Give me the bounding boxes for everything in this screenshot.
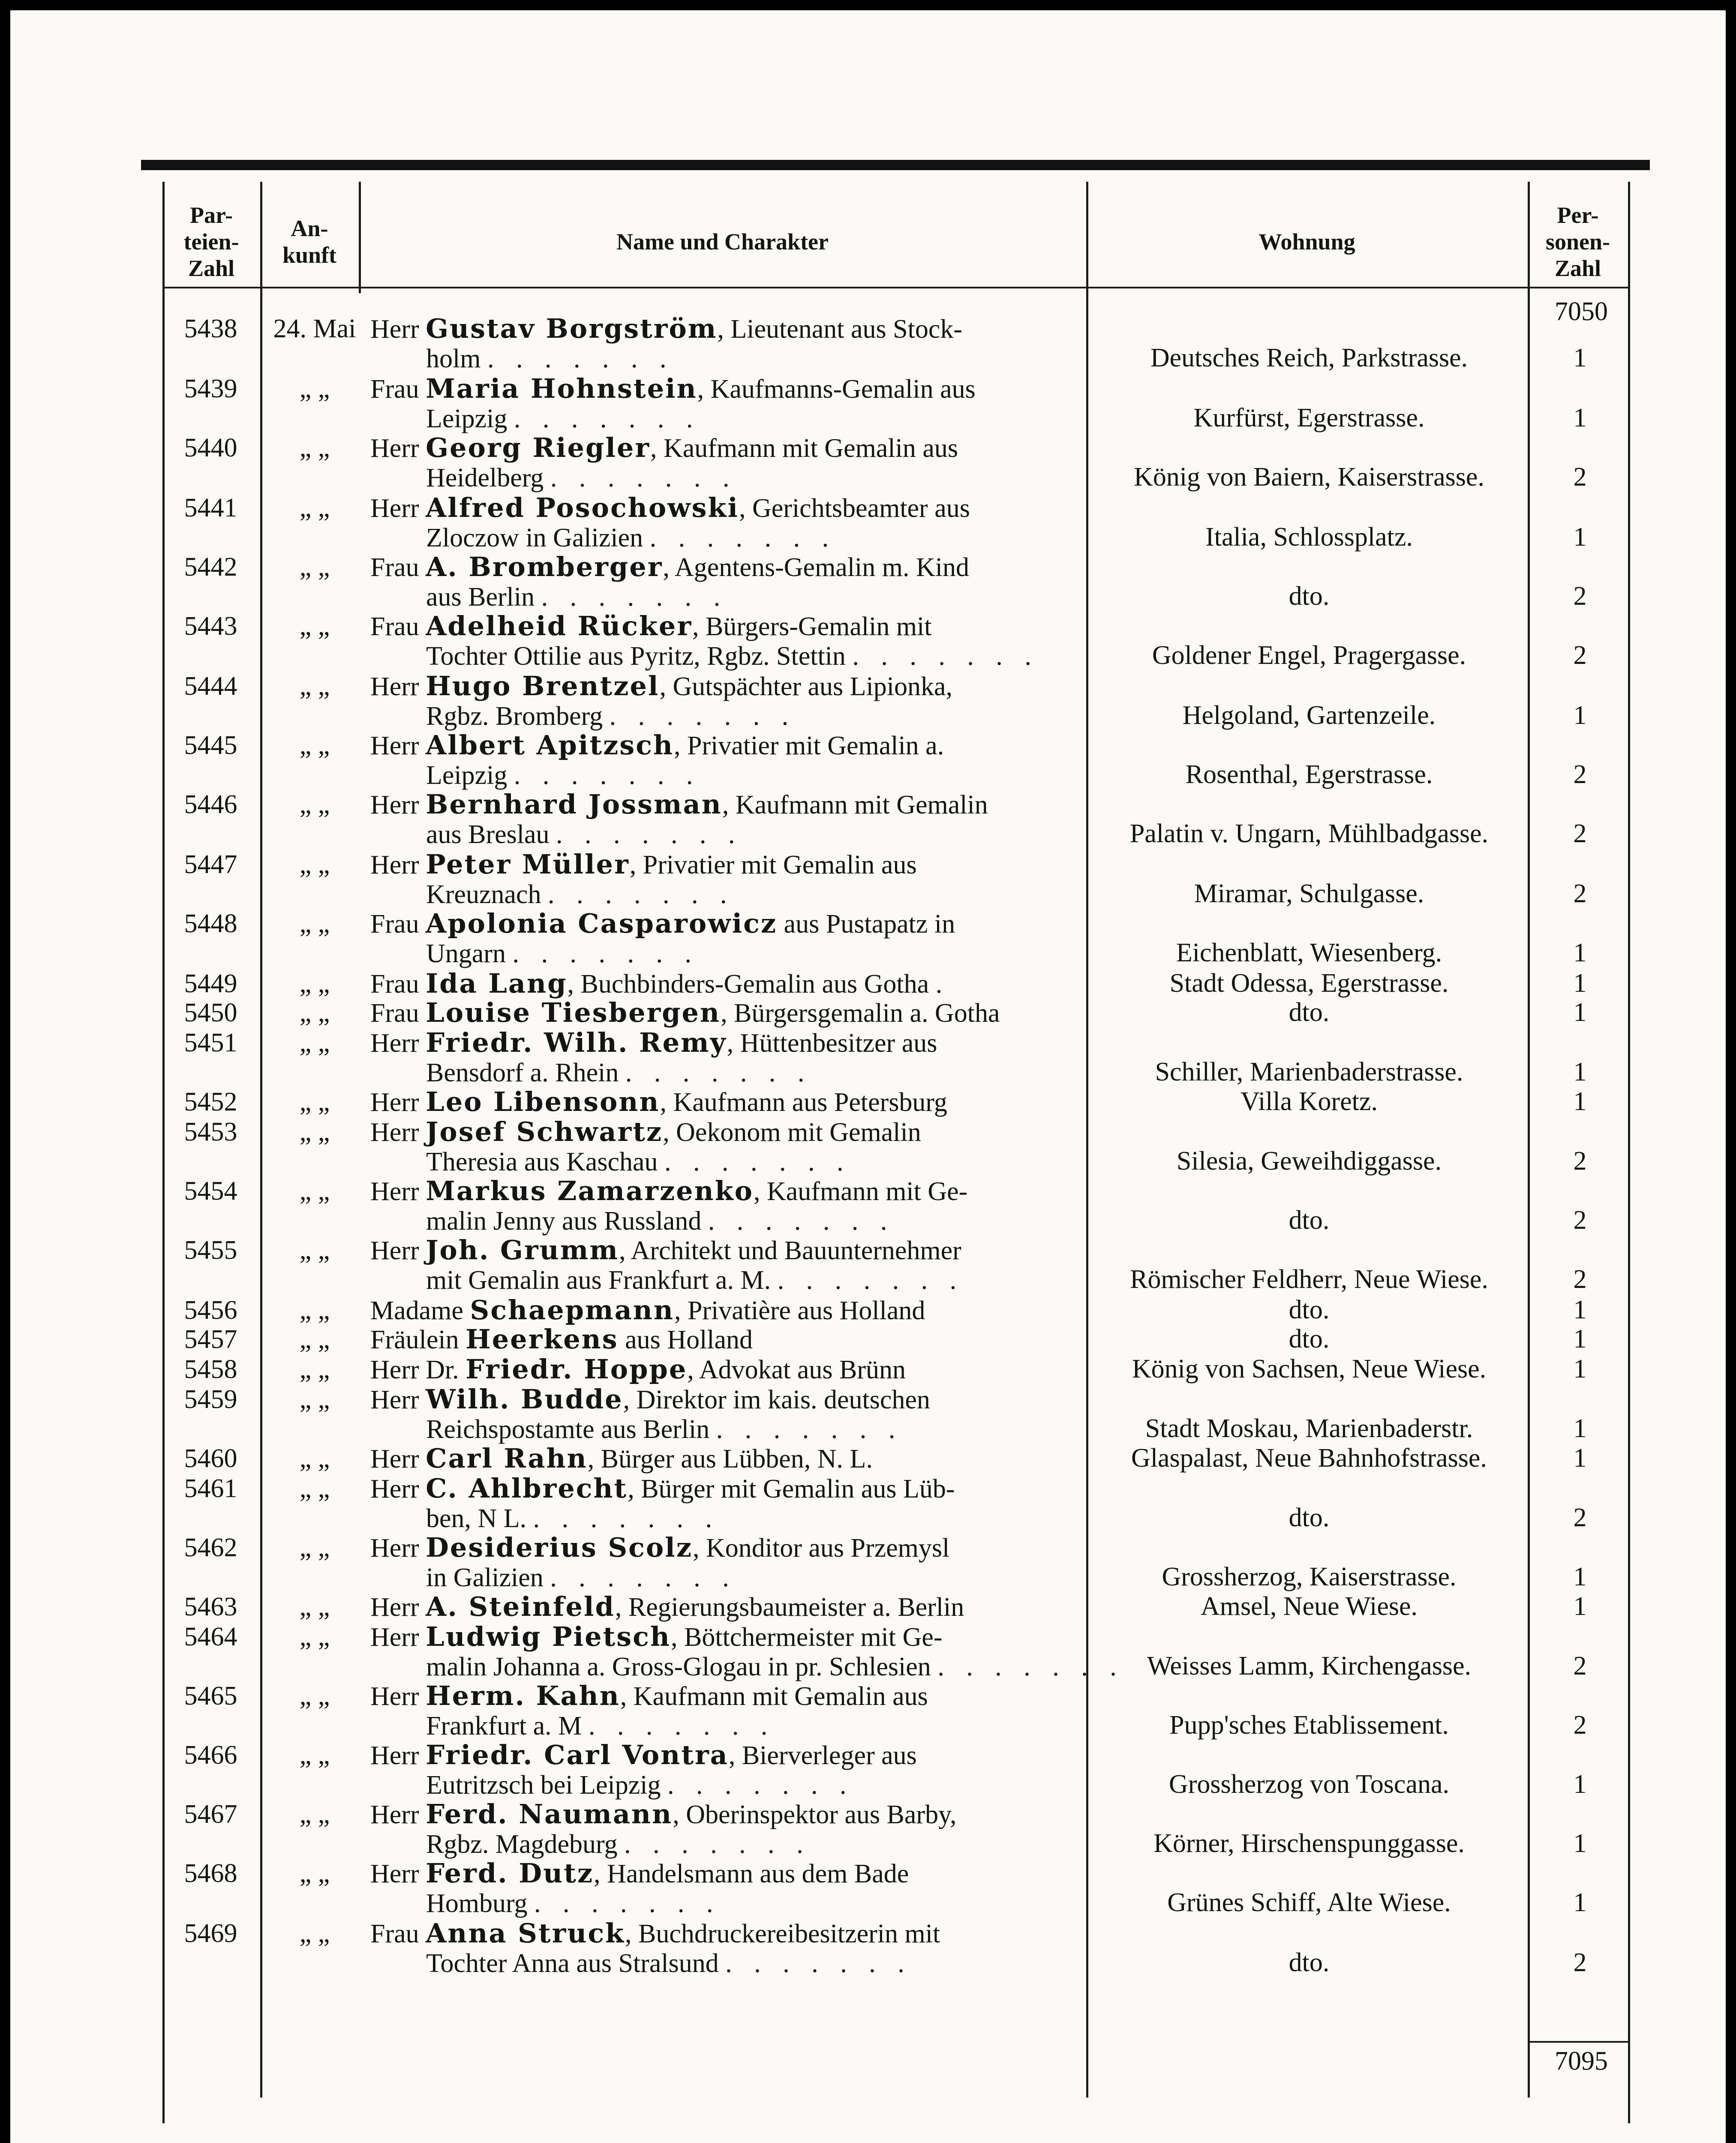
entry-number: 5468	[184, 1859, 237, 1888]
entry-number: 5445	[184, 731, 237, 760]
guest-description: , Lieutenant aus Stock-	[717, 315, 963, 344]
residence: Schiller, Marienbaderstrasse.	[1155, 1057, 1463, 1087]
arrival-date: „ „	[299, 909, 330, 938]
guest-description: , Bürger mit Gemalin aus Lüb-	[628, 1474, 955, 1504]
entry-number: 5438	[184, 314, 237, 343]
leader-dots: . . . . . . .	[716, 1415, 903, 1444]
persons-count: 1	[1573, 1592, 1587, 1621]
guest-description: , Gutspächter aus Lipionka,	[659, 672, 953, 701]
header-residence	[1086, 195, 1528, 289]
leader-dots: . . . . . . .	[512, 939, 699, 968]
guest-name: Ida Lang	[426, 968, 568, 999]
entry-number: 5460	[184, 1444, 237, 1473]
guest-description-cont: Rgbz. Bromberg	[426, 702, 603, 731]
guest-title: Herr	[370, 1741, 419, 1770]
guest-title: Herr	[370, 1623, 419, 1652]
persons-count: 2	[1573, 1948, 1587, 1977]
persons-count: 2	[1573, 1651, 1587, 1681]
guest-title: Herr	[370, 672, 419, 701]
header-text: Zahl	[188, 255, 235, 281]
arrival-date: 24. Mai	[273, 314, 356, 343]
arrival-date: „ „	[299, 1028, 330, 1057]
guest-description-cont: in Galizien	[426, 1563, 544, 1592]
leader-dots: . . . . . . .	[533, 1504, 720, 1533]
header-name	[359, 195, 1086, 289]
leader-dots: . . . . . . .	[664, 1147, 851, 1177]
entry-number: 5458	[184, 1355, 237, 1384]
persons-count: 1	[1573, 969, 1587, 998]
persons-count: 2	[1573, 760, 1587, 789]
guest-description: , Buchbinders-Gemalin aus Gotha .	[567, 969, 943, 999]
persons-count: 1	[1573, 998, 1587, 1027]
entry-number: 5461	[184, 1474, 237, 1503]
residence: König von Sachsen, Neue Wiese.	[1132, 1354, 1487, 1384]
persons-count: 2	[1573, 1206, 1587, 1235]
guest-title: Herr	[370, 1474, 419, 1504]
arrival-date: „ „	[299, 672, 330, 701]
column-rule	[162, 182, 165, 2123]
residence: Palatin v. Ungarn, Mühlbadgasse.	[1129, 819, 1489, 848]
guest-name: Friedr. Hoppe	[466, 1354, 688, 1385]
guest-description-cont: Rgbz. Magdeburg	[426, 1830, 618, 1859]
residence: Weisses Lamm, Kirchengasse.	[1147, 1651, 1472, 1681]
leader-dots: . . . . . . .	[514, 761, 701, 790]
guest-name: Joh. Grumm	[426, 1234, 619, 1266]
entry-number: 5440	[184, 433, 237, 462]
entry-number: 5451	[184, 1028, 237, 1057]
guest-name: Louise Tiesbergen	[426, 997, 721, 1028]
entry-number: 5446	[184, 790, 237, 819]
guest-description-cont: ben, N L.	[426, 1504, 527, 1533]
entry-number: 5444	[184, 672, 237, 701]
arrival-date: „ „	[299, 969, 330, 998]
arrival-date: „ „	[299, 374, 330, 403]
header-text: Par-	[190, 202, 233, 228]
entry-number: 5456	[184, 1296, 237, 1325]
guest-description: , Privatier mit Gemalin a.	[674, 731, 944, 760]
register-table	[162, 182, 1630, 2123]
persons-count: 1	[1573, 1414, 1587, 1443]
residence: König von Baiern, Kaiserstrasse.	[1134, 462, 1484, 492]
arrival-date: „ „	[299, 1117, 330, 1147]
residence: Stadt Moskau, Marienbaderstr.	[1145, 1414, 1473, 1443]
arrival-date: „ „	[299, 493, 330, 522]
guest-description: , Oberinspektor aus Barby,	[673, 1800, 957, 1829]
entry-number: 5443	[184, 612, 237, 641]
guest-description: , Architekt und Bauunternehmer	[619, 1236, 961, 1265]
residence: Helgoland, Gartenzeile.	[1182, 701, 1436, 730]
persons-count: 2	[1573, 819, 1587, 848]
leader-dots: . . . . . . .	[588, 1711, 775, 1741]
guest-title: Frau	[370, 909, 419, 939]
guest-name: Anna Struck	[426, 1918, 625, 1949]
header-arrival	[260, 195, 359, 289]
guest-title: Frau	[370, 612, 419, 641]
persons-count: 1	[1573, 1562, 1587, 1591]
guest-description: , Advokat aus Brünn	[687, 1355, 906, 1384]
persons-count: 2	[1573, 1265, 1587, 1294]
persons-count: 2	[1573, 1711, 1587, 1740]
arrival-date: „ „	[299, 1087, 330, 1117]
guest-description-cont: Homburg	[426, 1889, 528, 1918]
leader-dots: . . . . . . .	[852, 642, 1039, 671]
leader-dots: . . . . . . .	[534, 1889, 721, 1918]
guest-title: Frau	[370, 969, 419, 999]
entry-number: 5464	[184, 1622, 237, 1651]
leader-dots: . . . . . . .	[550, 1563, 737, 1592]
guest-title: Herr	[370, 494, 419, 523]
arrival-date: „ „	[299, 1236, 330, 1265]
arrival-date: „ „	[299, 612, 330, 641]
guest-description: , Kaufmann mit Gemalin aus	[650, 434, 958, 463]
residence: Miramar, Schulgasse.	[1194, 879, 1424, 908]
guest-description: , Kaufmann aus Petersburg	[660, 1088, 947, 1117]
guest-name: Carl Rahn	[426, 1443, 588, 1474]
header-persons	[1528, 195, 1628, 289]
guest-name: Schaepmann	[470, 1294, 674, 1326]
guest-name: Heerkens	[466, 1324, 619, 1355]
arrival-date: „ „	[299, 790, 330, 819]
persons-count: 2	[1573, 641, 1587, 670]
header-entry-number	[162, 195, 260, 289]
guest-title: Herr	[370, 1236, 419, 1265]
residence: dto.	[1288, 1324, 1330, 1354]
guest-description-cont: Ungarn	[426, 939, 506, 968]
leader-dots: . . . . . . .	[550, 463, 737, 492]
guest-description: , Gerichtsbeamter aus	[739, 494, 970, 523]
residence: dto.	[1288, 1503, 1330, 1532]
guest-title: Herr	[370, 1118, 419, 1147]
persons-count: 2	[1573, 1147, 1587, 1176]
guest-description-cont: Zloczow in Galizien	[426, 523, 643, 552]
arrival-date: „ „	[299, 1296, 330, 1325]
guest-description: , Regierungsbaumeister a. Berlin	[615, 1593, 964, 1622]
arrival-date: „ „	[299, 1592, 330, 1621]
arrival-date: „ „	[299, 1444, 330, 1473]
entry-number: 5454	[184, 1177, 237, 1206]
guest-description: , Böttchermeister mit Ge-	[670, 1623, 943, 1652]
persons-count: 2	[1573, 1503, 1587, 1532]
column-rule	[260, 182, 262, 2098]
guest-name: A. Steinfeld	[426, 1591, 615, 1622]
guest-description-cont: malin Jenny aus Russland	[426, 1207, 702, 1236]
arrival-date: „ „	[299, 1741, 330, 1770]
leader-dots: . . . . . . .	[556, 820, 743, 849]
guest-description: , Bürgersgemalin a. Gotha	[721, 999, 1000, 1028]
guest-description-cont: Bensdorf a. Rhein	[426, 1058, 619, 1087]
guest-description-cont: Frankfurt a. M	[426, 1711, 582, 1741]
guest-title: Herr Dr.	[370, 1355, 459, 1384]
residence: Grossherzog, Kaiserstrasse.	[1162, 1562, 1457, 1591]
persons-count: 1	[1573, 403, 1587, 432]
guest-description: , Bürger aus Lübben, N. L.	[587, 1444, 873, 1474]
guest-name: Albert Apitzsch	[426, 729, 674, 761]
entry-number: 5457	[184, 1325, 237, 1354]
guest-title: Herr	[370, 1682, 419, 1711]
guest-description-cont: mit Gemalin aus Frankfurt a. M.	[426, 1266, 771, 1295]
residence: Deutsches Reich, Parkstrasse.	[1150, 343, 1468, 372]
persons-count: 1	[1573, 522, 1587, 552]
guest-description: , Hüttenbesitzer aus	[727, 1029, 937, 1058]
guest-description: , Bürgers-Gemalin mit	[692, 612, 932, 641]
leader-dots: . . . . . . .	[624, 1830, 811, 1859]
leader-dots: . . . . . . .	[625, 1058, 812, 1087]
arrival-date: „ „	[299, 433, 330, 462]
header-text: An-	[291, 216, 328, 241]
guest-description-cont: Reichspostamte aus Berlin	[426, 1415, 710, 1444]
guest-title: Herr	[370, 315, 419, 344]
entry-number: 5459	[184, 1385, 237, 1414]
arrival-date: „ „	[299, 731, 330, 760]
guest-name: Adelheid Rücker	[426, 610, 693, 642]
guest-description: , Oekonom mit Gemalin	[663, 1118, 921, 1147]
guest-description-cont: Theresia aus Kaschau	[426, 1147, 658, 1177]
residence: Pupp'sches Etablissement.	[1169, 1711, 1449, 1740]
guest-name: Maria Hohnstein	[426, 373, 697, 404]
guest-name: Ferd. Dutz	[426, 1858, 594, 1889]
guest-name: Gustav Borgström	[426, 313, 718, 344]
persons-count: 1	[1573, 1888, 1587, 1917]
guest-name: Desiderius Scolz	[426, 1532, 693, 1563]
leader-dots: . . . . . . .	[514, 404, 701, 433]
carry-over-count: 7050	[1555, 297, 1608, 326]
header-text: sonen-	[1545, 229, 1610, 255]
persons-count: 1	[1573, 1087, 1587, 1116]
guest-description-cont: malin Johanna a. Gross-Glogau in pr. Schlesien	[426, 1652, 931, 1681]
guest-title: Frau	[370, 375, 419, 404]
residence: dto.	[1288, 1206, 1330, 1235]
guest-name: Herm. Kahn	[426, 1680, 620, 1711]
arrival-date: „ „	[299, 1325, 330, 1354]
guest-description-cont: Tochter Ottilie aus Pyritz, Rgbz. Stettin	[426, 642, 846, 671]
entry-number: 5448	[184, 909, 237, 938]
total-count: 7095	[1555, 2047, 1608, 2076]
guest-description: , Agentens-Gemalin m. Kind	[663, 553, 969, 582]
leader-dots: . . . . . . .	[708, 1207, 895, 1236]
entry-number: 5462	[184, 1533, 237, 1562]
residence: dto.	[1288, 1948, 1330, 1977]
guest-title: Herr	[370, 1800, 419, 1829]
guest-name: Leo Libensonn	[426, 1086, 660, 1117]
guest-description: , Handelsmann aus dem Bade	[594, 1859, 909, 1888]
arrival-date: „ „	[299, 1385, 330, 1414]
guest-name: C. Ahlbrecht	[426, 1473, 628, 1504]
guest-title: Herr	[370, 1385, 419, 1414]
guest-description-cont: Leipzig	[426, 404, 508, 433]
residence: Silesia, Geweihdiggasse.	[1176, 1147, 1442, 1176]
guest-name: Josef Schwartz	[426, 1116, 663, 1147]
leader-dots: . . . . . . .	[725, 1949, 912, 1978]
guest-description-cont: aus Berlin	[426, 582, 535, 612]
persons-count: 1	[1573, 1324, 1587, 1354]
leader-dots: . . . . . . .	[937, 1652, 1124, 1681]
residence: Grossherzog von Toscana.	[1169, 1770, 1449, 1799]
guest-description: aus Holland	[618, 1325, 753, 1354]
register-page	[10, 10, 1726, 2143]
header-text: Name und Charakter	[616, 229, 829, 255]
guest-description: , Kaufmann mit Gemalin aus	[620, 1682, 928, 1711]
guest-name: Alfred Posochowski	[426, 492, 739, 523]
top-rule	[141, 160, 1650, 170]
guest-title: Fräulein	[370, 1325, 459, 1354]
guest-description: , Privatière aus Holland	[674, 1296, 925, 1325]
guest-description-cont: Eutritzsch bei Leipzig	[426, 1771, 661, 1800]
guest-name: Apolonia Casparowicz	[426, 908, 778, 939]
guest-title: Herr	[370, 1859, 419, 1888]
entry-number: 5442	[184, 552, 237, 582]
guest-title: Herr	[370, 1593, 419, 1622]
arrival-date: „ „	[299, 1177, 330, 1206]
leader-dots: . . . . . . .	[548, 880, 735, 909]
arrival-date: „ „	[299, 1622, 330, 1651]
persons-count: 1	[1573, 1057, 1587, 1087]
residence: Amsel, Neue Wiese.	[1201, 1592, 1418, 1621]
guest-title: Herr	[370, 850, 419, 879]
guest-description: aus Pustapatz in	[777, 909, 955, 939]
persons-count: 1	[1573, 938, 1587, 967]
entry-number: 5465	[184, 1681, 237, 1711]
residence: dto.	[1288, 582, 1330, 611]
residence: dto.	[1288, 998, 1330, 1027]
arrival-date: „ „	[299, 1474, 330, 1503]
entry-number: 5447	[184, 850, 237, 879]
residence: Villa Koretz.	[1240, 1087, 1378, 1116]
guest-description: , Kaufmann mit Ge-	[754, 1177, 968, 1206]
guest-name: Bernhard Jossman	[426, 789, 722, 820]
entry-number: 5450	[184, 998, 237, 1027]
header-text: Per-	[1557, 202, 1599, 228]
arrival-date: „ „	[299, 1355, 330, 1384]
guest-name: Ferd. Naumann	[426, 1798, 673, 1830]
leader-dots: . . . . . . .	[541, 582, 728, 612]
guest-description-cont: Heidelberg	[426, 463, 544, 492]
entry-number: 5467	[184, 1800, 237, 1829]
leader-dots: . . . . . . .	[667, 1771, 854, 1800]
guest-description: , Konditor aus Przemysl	[693, 1534, 950, 1563]
residence: Eichenblatt, Wiesenberg.	[1176, 938, 1442, 967]
leader-dots: . . . . . . .	[777, 1266, 964, 1295]
residence: Italia, Schlossplatz.	[1205, 522, 1413, 552]
persons-count: 2	[1573, 462, 1587, 492]
guest-title: Herr	[370, 1088, 419, 1117]
leader-dots: . . . . . . .	[609, 702, 796, 731]
guest-description: , Buchdruckereibesitzerin mit	[625, 1919, 940, 1948]
entry-number: 5466	[184, 1741, 237, 1770]
guest-title: Herr	[370, 434, 419, 463]
entry-number: 5452	[184, 1087, 237, 1117]
persons-count: 1	[1573, 701, 1587, 730]
persons-count: 1	[1573, 1354, 1587, 1384]
guest-description-cont: Leipzig	[426, 761, 508, 790]
guest-name: A. Bromberger	[426, 551, 663, 582]
leader-dots: . . . . . . .	[487, 344, 674, 373]
guest-description: , Bierverleger aus	[728, 1741, 917, 1770]
guest-name: Hugo Brentzel	[426, 670, 660, 702]
entry-number: 5453	[184, 1117, 237, 1147]
guest-name: Friedr. Wilh. Remy	[426, 1027, 727, 1058]
entry-number: 5439	[184, 374, 237, 403]
residence: Stadt Odessa, Egerstrasse.	[1169, 969, 1449, 998]
arrival-date: „ „	[299, 850, 330, 879]
arrival-date: „ „	[299, 1533, 330, 1562]
arrival-date: „ „	[299, 998, 330, 1027]
arrival-date: „ „	[299, 1681, 330, 1711]
entry-number: 5469	[184, 1919, 237, 1948]
persons-count: 1	[1573, 1444, 1587, 1473]
guest-title: Frau	[370, 999, 419, 1028]
guest-name: Ludwig Pietsch	[426, 1621, 671, 1652]
leader-dots: . . . . . . .	[649, 523, 837, 552]
header-text: Zahl	[1554, 255, 1601, 281]
guest-description-cont: holm	[426, 344, 481, 373]
guest-name: Friedr. Carl Vontra	[426, 1739, 729, 1771]
entry-number: 5463	[184, 1592, 237, 1621]
persons-count: 2	[1573, 879, 1587, 908]
guest-description-cont: Tochter Anna aus Stralsund	[426, 1949, 719, 1978]
arrival-date: „ „	[299, 1800, 330, 1829]
guest-title: Herr	[370, 1029, 419, 1058]
residence: Glaspalast, Neue Bahnhofstrasse.	[1131, 1444, 1487, 1473]
guest-title: Herr	[370, 1177, 419, 1206]
guest-description: , Kaufmanns-Gemalin aus	[697, 375, 976, 404]
entry-number: 5449	[184, 969, 237, 998]
guest-name: Markus Zamarzenko	[426, 1175, 754, 1207]
residence: Körner, Hirschenspunggasse.	[1153, 1829, 1465, 1858]
arrival-date: „ „	[299, 1859, 330, 1888]
arrival-date: „ „	[299, 552, 330, 582]
guest-title: Herr	[370, 790, 419, 819]
residence: dto.	[1288, 1295, 1330, 1324]
guest-description-cont: Kreuznach	[426, 880, 541, 909]
guest-title: Herr	[370, 1444, 419, 1474]
residence: Rosenthal, Egerstrasse.	[1185, 760, 1433, 789]
persons-count: 2	[1573, 582, 1587, 611]
guest-title: Frau	[370, 553, 419, 582]
total-rule	[1530, 2041, 1630, 2043]
guest-name: Georg Riegler	[426, 432, 650, 463]
guest-description: , Direktor im kais. deutschen	[623, 1385, 930, 1414]
guest-name: Peter Müller	[426, 849, 630, 880]
header-text: kunft	[282, 242, 337, 268]
guest-name: Wilh. Budde	[426, 1384, 623, 1415]
residence: Römischer Feldherr, Neue Wiese.	[1130, 1265, 1488, 1294]
persons-count: 1	[1573, 1770, 1587, 1799]
persons-count: 1	[1573, 343, 1587, 372]
guest-title: Herr	[370, 731, 419, 760]
guest-description: , Privatier mit Gemalin aus	[629, 850, 917, 879]
header-text: Wohnung	[1258, 229, 1355, 255]
header-text: teien-	[183, 229, 239, 255]
persons-count: 1	[1573, 1295, 1587, 1324]
guest-title: Madame	[370, 1296, 463, 1325]
guest-description-cont: aus Breslau	[426, 820, 550, 849]
persons-count: 1	[1573, 1829, 1587, 1858]
arrival-date: „ „	[299, 1919, 330, 1948]
guest-title: Frau	[370, 1919, 419, 1948]
residence: Kurfürst, Egerstrasse.	[1193, 403, 1425, 432]
entry-number: 5455	[184, 1236, 237, 1265]
entry-number: 5441	[184, 493, 237, 522]
guest-description: , Kaufmann mit Gemalin	[722, 790, 988, 819]
residence: Grünes Schiff, Alte Wiese.	[1167, 1888, 1451, 1917]
guest-title: Herr	[370, 1534, 419, 1563]
residence: Goldener Engel, Pragergasse.	[1152, 641, 1466, 670]
